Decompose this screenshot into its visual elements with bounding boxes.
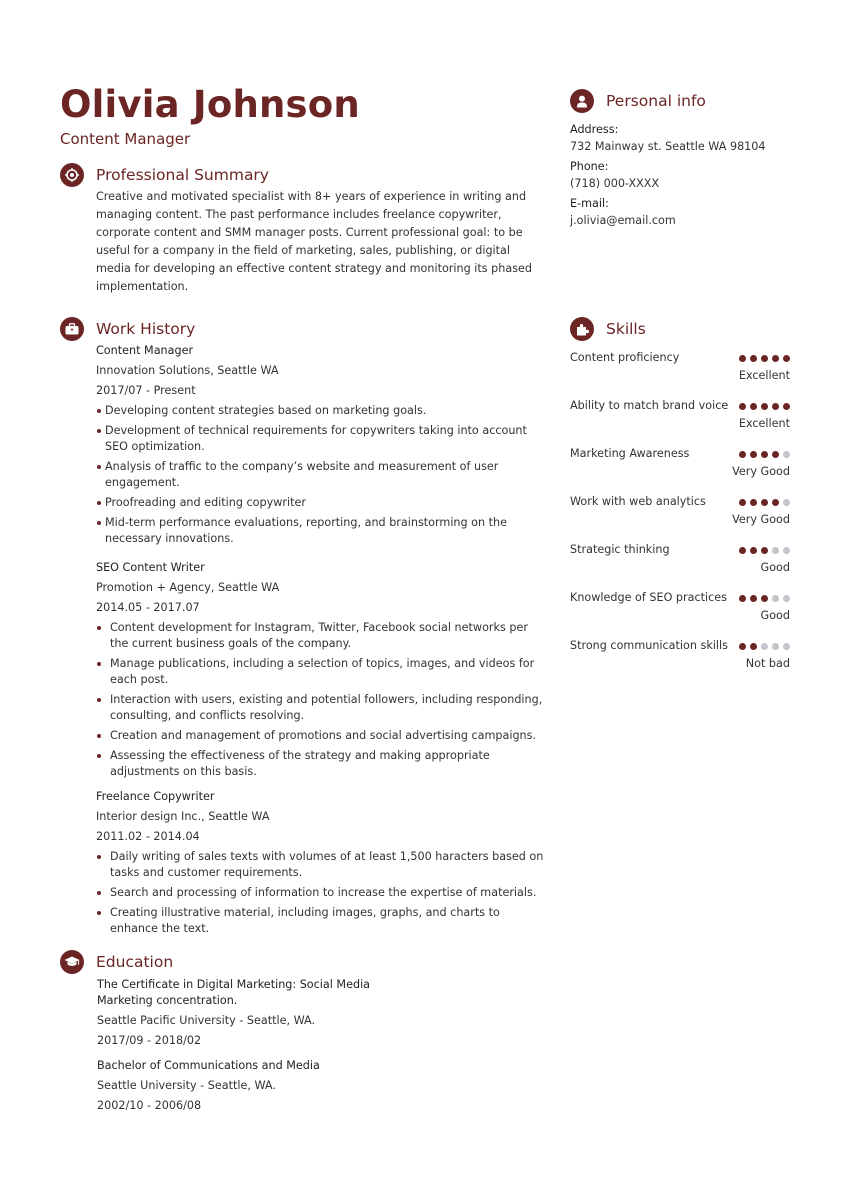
rating-dot-filled [772, 355, 779, 362]
rating-dot-empty [783, 547, 790, 554]
education-heading: Education [96, 953, 174, 971]
rating-dot-empty [783, 643, 790, 650]
rating-dot-filled [772, 403, 779, 410]
job-title: Freelance Copywriter [96, 790, 215, 803]
rating-dot-empty [783, 451, 790, 458]
skill-rating [739, 451, 790, 458]
work-heading: Work History [96, 320, 196, 338]
target-icon [60, 163, 84, 187]
email-label-text: E-mail [570, 197, 606, 210]
skill-level: Very Good [732, 465, 790, 478]
skill-row [570, 398, 790, 438]
skill-name: Strong communication skills [570, 639, 728, 652]
education-section-header [60, 949, 173, 975]
rating-dot-filled [761, 547, 768, 554]
skill-rating [739, 355, 790, 362]
rating-dot-filled [761, 355, 768, 362]
briefcase-icon [60, 317, 84, 341]
personal-section-header [570, 88, 706, 114]
skill-row [570, 494, 790, 534]
rating-dot-filled [750, 547, 757, 554]
skill-rating [739, 499, 790, 506]
education-dates: 2017/09 - 2018/02 [97, 1034, 202, 1047]
rating-dot-empty [772, 595, 779, 602]
skill-rating [739, 403, 790, 410]
rating-dot-empty [772, 547, 779, 554]
address-label: Address: [570, 123, 619, 136]
list-item: Analysis of traffic to the company’s website and measurement of user engagement. [96, 459, 536, 491]
rating-dot-filled [761, 403, 768, 410]
address-label-text: Address [570, 123, 615, 136]
puzzle-icon [570, 317, 594, 341]
rating-dot-filled [739, 355, 746, 362]
job-title: Content Manager [96, 344, 194, 357]
rating-dot-filled [750, 499, 757, 506]
job-bullets [96, 849, 546, 941]
rating-dot-filled [739, 403, 746, 410]
skills-section-header [570, 316, 646, 342]
skill-level: Good [760, 561, 790, 574]
rating-dot-filled [750, 595, 757, 602]
job-dates: 2017/07 - Present [96, 384, 196, 397]
education-title: The Certificate in Digital Marketing: Social Media Marketing concentration. [97, 978, 371, 1007]
rating-dot-filled [739, 451, 746, 458]
list-item: Creating illustrative material, including images, graphs, and charts to enhance the text. [96, 905, 546, 937]
summary-text: Creative and motivated specialist with 8+ years of experience in writing and managing content. The past performance includes freelance copywriter, corporate content and SMM manager posts. Current professional goal: to be useful for a company in the field of marketing, sales, publishing, or digital media for developing an effective content strategy and monitoring its phased implementation. [96, 190, 533, 293]
list-item: Content development for Instagram, Twitter, Facebook social networks per the current business goals of the company. [96, 620, 546, 652]
personal-heading: Personal info [606, 92, 706, 110]
skill-level: Excellent [738, 417, 790, 430]
rating-dot-filled [783, 403, 790, 410]
graduation-cap-icon [60, 950, 84, 974]
job-company: Interior design Inc., Seattle WA [96, 810, 270, 823]
skill-level: Excellent [738, 369, 790, 382]
skill-row [570, 638, 790, 678]
skill-name: Strategic thinking [570, 543, 670, 556]
skill-name: Work with web analytics [570, 495, 706, 508]
rating-dot-filled [739, 499, 746, 506]
list-item: Manage publications, including a selection of topics, images, and videos for each post. [96, 656, 546, 688]
list-item: Proofreading and editing copywriter [96, 495, 536, 511]
rating-dot-filled [750, 451, 757, 458]
rating-dot-empty [761, 643, 768, 650]
list-item: Development of technical requirements for copywriters taking into account SEO optimization. [96, 423, 536, 455]
skill-rating [739, 547, 790, 554]
rating-dot-empty [772, 643, 779, 650]
skill-row [570, 542, 790, 582]
skill-level: Good [760, 609, 790, 622]
rating-dot-empty [783, 595, 790, 602]
rating-dot-filled [739, 547, 746, 554]
skill-level: Very Good [732, 513, 790, 526]
rating-dot-filled [750, 355, 757, 362]
skill-name: Content proficiency [570, 351, 680, 364]
job-title: SEO Content Writer [96, 561, 205, 574]
candidate-title: Content Manager [60, 130, 191, 148]
person-icon [570, 89, 594, 113]
skill-rating [739, 643, 790, 650]
phone-label: Phone: [570, 160, 609, 173]
list-item: Assessing the effectiveness of the strategy and making appropriate adjustments on this basis. [96, 748, 546, 780]
rating-dot-empty [783, 499, 790, 506]
job-company: Innovation Solutions, Seattle WA [96, 364, 279, 377]
job-company: Promotion + Agency, Seattle WA [96, 581, 280, 594]
address-value: 732 Mainway st. Seattle WA 98104 [570, 140, 766, 153]
skill-row [570, 590, 790, 630]
rating-dot-filled [783, 355, 790, 362]
education-school: Seattle Pacific University - Seattle, WA. [97, 1014, 316, 1027]
rating-dot-filled [772, 451, 779, 458]
candidate-name: Olivia Johnson [60, 83, 360, 126]
skill-name: Knowledge of SEO practices [570, 591, 727, 604]
education-dates: 2002/10 - 2006/08 [97, 1099, 202, 1112]
job-bullets [96, 403, 536, 551]
phone-label-text: Phone [570, 160, 605, 173]
list-item: Interaction with users, existing and potential followers, including responding, consulting, and conflicts resolving. [96, 692, 546, 724]
list-item: Search and processing of information to increase the expertise of materials. [96, 885, 546, 901]
education-school: Seattle University - Seattle, WA. [97, 1079, 276, 1092]
email-label: E-mail: [570, 197, 609, 210]
job-bullets [96, 620, 546, 784]
skill-name: Ability to match brand voice [570, 399, 729, 412]
work-section-header [60, 316, 195, 342]
rating-dot-filled [750, 643, 757, 650]
list-item: Developing content strategies based on marketing goals. [96, 403, 536, 419]
summary-section-header [60, 162, 269, 188]
job-dates: 2014.05 - 2017.07 [96, 601, 200, 614]
skill-level: Not bad [745, 657, 790, 670]
skill-name: Marketing Awareness [570, 447, 690, 460]
rating-dot-filled [739, 595, 746, 602]
list-item: Daily writing of sales texts with volumes of at least 1,500 haracters based on tasks and customer requirements. [96, 849, 546, 881]
skill-rating [739, 595, 790, 602]
list-item: Creation and management of promotions and social advertising campaigns. [96, 728, 546, 744]
skill-row [570, 446, 790, 486]
phone-value: (718) 000-XXXX [570, 177, 660, 190]
rating-dot-filled [761, 499, 768, 506]
summary-heading: Professional Summary [96, 166, 269, 184]
skills-heading: Skills [606, 320, 646, 338]
rating-dot-filled [761, 451, 768, 458]
rating-dot-filled [739, 643, 746, 650]
rating-dot-filled [750, 403, 757, 410]
skill-row [570, 350, 790, 390]
email-value: j.olivia@email.com [570, 214, 676, 227]
list-item: Mid-term performance evaluations, reporting, and brainstorming on the necessary innovations. [96, 515, 536, 547]
rating-dot-filled [761, 595, 768, 602]
job-dates: 2011.02 - 2014.04 [96, 830, 200, 843]
education-title: Bachelor of Communications and Media [97, 1059, 320, 1072]
rating-dot-filled [772, 499, 779, 506]
